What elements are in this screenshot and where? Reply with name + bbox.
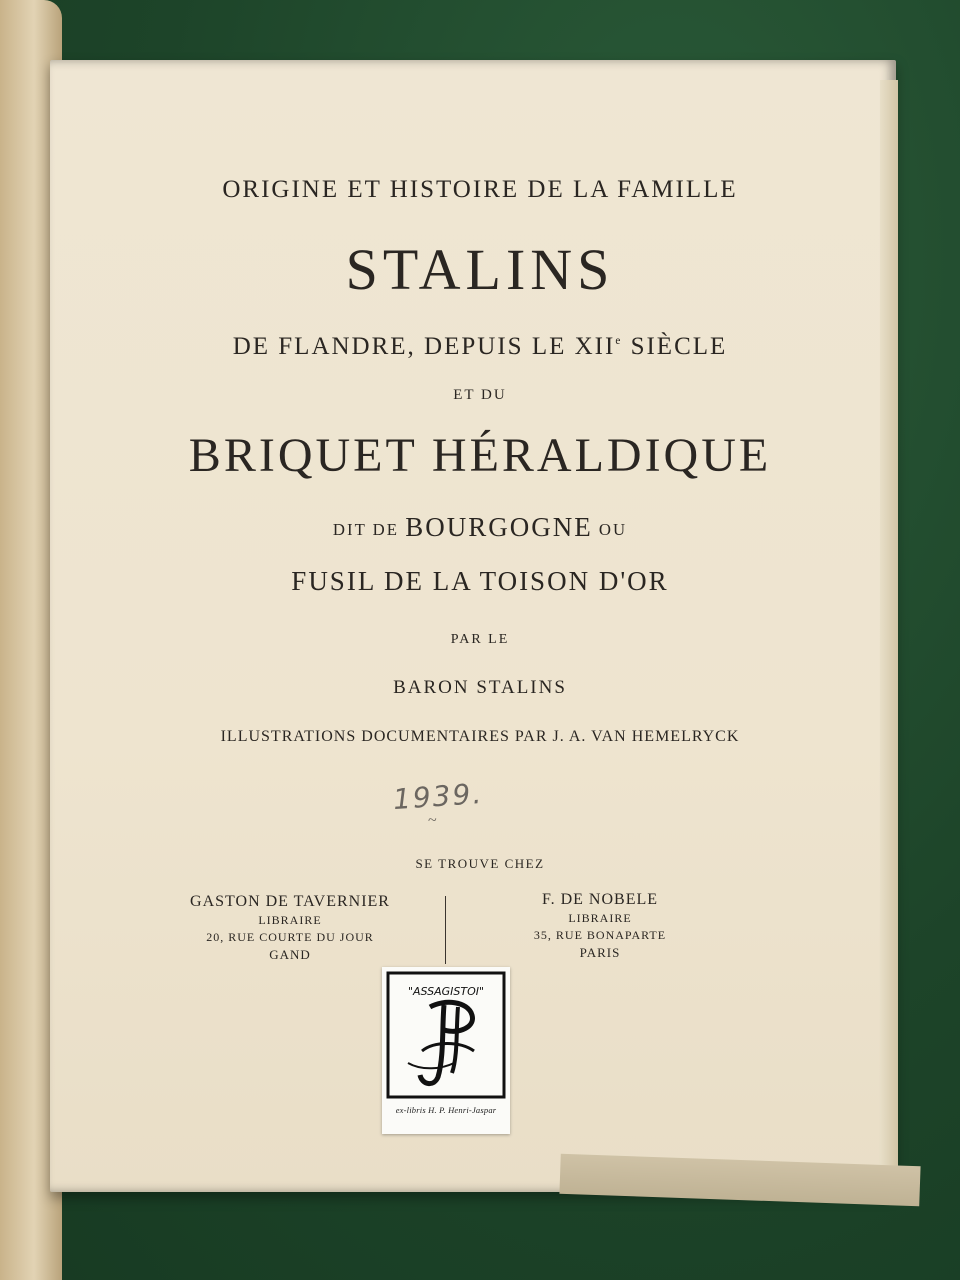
svg-text:"ASSAGISTOI": "ASSAGISTOI" [407, 985, 485, 998]
publisher-address: 20, RUE COURTE DU JOUR [206, 930, 374, 944]
main-title: BRIQUET HÉRALDIQUE [188, 429, 772, 482]
dit-de-text: DIT DE [332, 519, 406, 539]
availability-label: SE TROUVE CHEZ [415, 856, 545, 871]
publisher-role: LIBRAIRE [568, 911, 632, 925]
flandre-text: DE FLANDRE, DEPUIS LE XII [232, 333, 616, 360]
ou-text: OU [592, 519, 628, 539]
handwritten-mark: ~ [428, 812, 437, 829]
publisher-left [160, 893, 420, 963]
bookplate-monogram-icon [382, 967, 510, 1107]
par-le: PAR LE [450, 632, 510, 647]
publisher-address: 35, RUE BONAPARTE [533, 928, 667, 942]
author-name: BARON STALINS [393, 677, 567, 698]
publisher-divider [445, 896, 446, 964]
publisher-name: F. DE NOBELE [541, 891, 659, 908]
subtitle-toison: FUSIL DE LA TOISON D'OR [291, 566, 669, 596]
publisher-name: GASTON DE TAVERNIER [190, 893, 390, 910]
subtitle-flandre [0, 333, 960, 361]
conjunction-et-du: ET DU [453, 387, 507, 403]
bookplate-caption: ex-libris H. P. Henri-Jaspar [395, 1105, 497, 1115]
subtitle-origin: ORIGINE ET HISTOIRE DE LA FAMILLE [222, 176, 738, 203]
publisher-role: LIBRAIRE [258, 913, 322, 927]
bookplate [382, 967, 510, 1134]
publisher-city: GAND [269, 947, 311, 962]
family-name: STALINS [345, 237, 615, 302]
illustrations-credit: ILLUSTRATIONS DOCUMENTAIRES PAR J. A. VAN HEMELRYCK [220, 728, 740, 745]
century-superscript: e [615, 335, 623, 347]
siecle-text: SIÈCLE [622, 333, 728, 360]
bourgogne-text: BOURGOGNE [405, 512, 593, 542]
subtitle-bourgogne [0, 512, 960, 543]
handwritten-year: 1939. [391, 776, 485, 817]
publisher-right [470, 891, 730, 961]
publisher-city: PARIS [579, 945, 621, 960]
